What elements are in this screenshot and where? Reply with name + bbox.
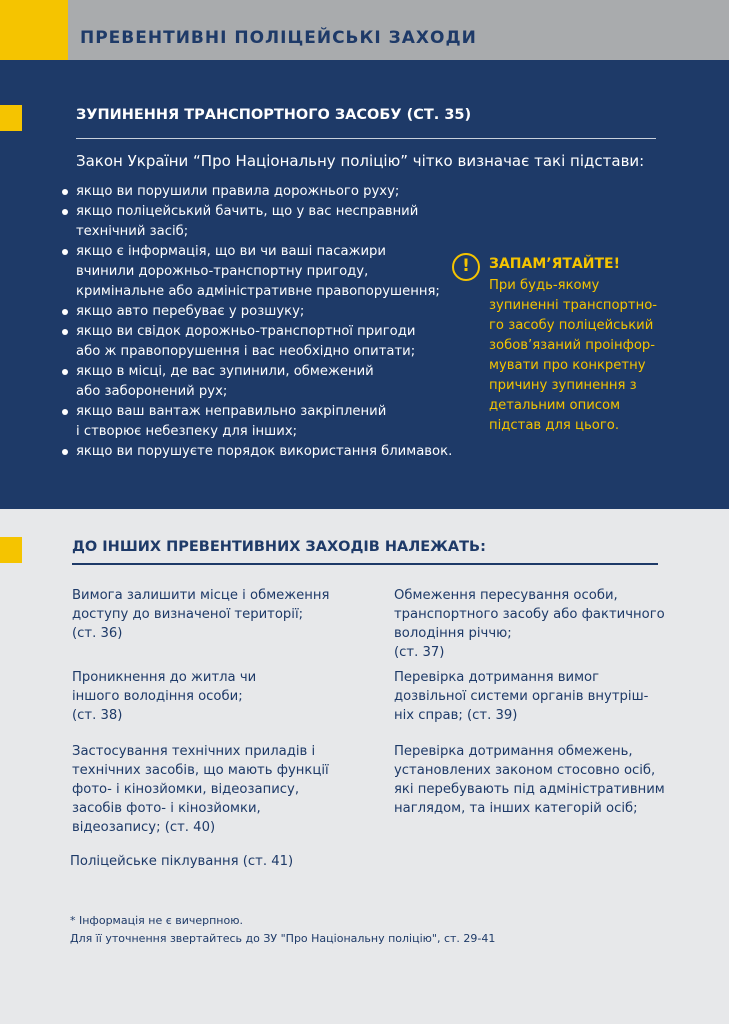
remember-text: При будь-якому зупиненні транспортно- го засобу поліцейський зобов’язаний проінфор- мувати про конкретну причину зупинення з детальним описом підстав для цього. (489, 278, 658, 433)
page-title: ПРЕВЕНТИВНІ ПОЛІЦЕЙСЬКІ ЗАХОДИ (80, 28, 477, 48)
stop-section-title: ЗУПИНЕННЯ ТРАНСПОРТНОГО ЗАСОБУ (СТ. 35) (76, 107, 472, 123)
list-item: якщо ви порушили правила дорожнього руху; (60, 182, 460, 202)
header-accent-block (0, 0, 68, 60)
measure-item: Застосування технічних приладів і технічних засобів, що мають функції фото- і кінозйомки, відеозапису, засобів фото- і кінозйомки, відеозапису; (ст. 40) (72, 744, 329, 835)
title-divider (76, 138, 656, 139)
section-accent-block (0, 105, 22, 131)
remember-title: ЗАПАМ’ЯТАЙТЕ! (489, 256, 620, 272)
measure-item: Вимога залишити місце і обмеження доступу до визначеної території; (ст. 36) (72, 588, 330, 641)
page-header (0, 0, 729, 60)
measure-item: Перевірка дотримання обмежень, установлених законом стосовно осіб, які перебувають під адміністративним наглядом, та інших категорій осіб; (394, 744, 665, 816)
section-accent-block (0, 537, 22, 563)
footnote: * Інформація не є вичерпною. Для її уточнення звертайтесь до ЗУ "Про Національну поліцію", ст. 29-41 (70, 914, 496, 945)
list-item: якщо в місці, де вас зупинили, обмежений або заборонений рух; (60, 362, 460, 402)
list-item: якщо є інформація, що ви чи ваші пасажири вчинили дорожньо-транспортну пригоду, кримінальне або адміністративне правопорушення; (60, 242, 460, 302)
list-item: якщо авто перебуває у розшуку; (60, 302, 460, 322)
other-measures-title: ДО ІНШИХ ПРЕВЕНТИВНИХ ЗАХОДІВ НАЛЕЖАТЬ: (72, 539, 486, 555)
measure-item: Поліцейське піклування (ст. 41) (70, 854, 294, 869)
list-item: якщо ви свідок дорожньо-транспортної пригоди або ж правопорушення і вас необхідно опитати; (60, 322, 460, 362)
measure-item: Проникнення до житла чи іншого володіння особи; (ст. 38) (72, 670, 257, 723)
list-item: якщо поліцейський бачить, що у вас несправний технічний засіб; (60, 202, 460, 242)
grounds-list (60, 182, 460, 462)
exclamation-circle-icon: ! (452, 253, 480, 281)
list-item: якщо ваш вантаж неправильно закріплений і створює небезпеку для інших; (60, 402, 460, 442)
measure-item: Перевірка дотримання вимог дозвільної системи органів внутріш- ніх справ; (ст. 39) (394, 670, 649, 723)
stop-section-intro: Закон України “Про Національну поліцію” чітко визначає такі підстави: (76, 152, 645, 170)
title-divider (72, 563, 658, 565)
stop-section (0, 60, 729, 509)
measure-item: Обмеження пересування особи, транспортного засобу або фактичного володіння річчю; (ст. 37) (394, 588, 665, 660)
list-item: якщо ви порушуєте порядок використання блимавок. (60, 442, 460, 462)
